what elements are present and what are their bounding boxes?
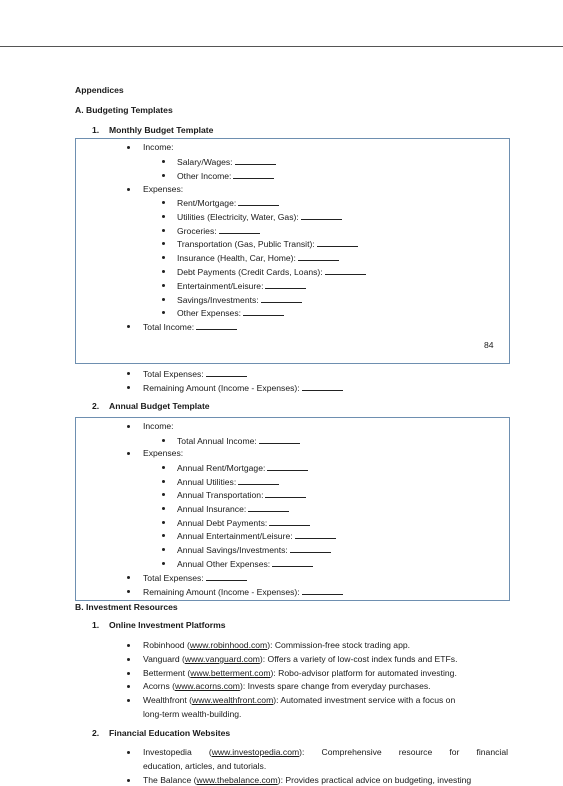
vanguard-link[interactable]: www.vanguard.com [184, 654, 260, 664]
section-b-title: B. Investment Resources [75, 602, 178, 612]
robinhood-link[interactable]: www.robinhood.com [189, 640, 268, 650]
list-item: Robinhood (www.robinhood.com): Commission-free stock trading app. [143, 640, 411, 650]
education-heading: 2. Financial Education Websites [92, 728, 231, 738]
list-item: Wealthfront (www.wealthfront.com): Automated investment service with a focus on [143, 695, 456, 705]
list-item: Acorns (www.acorns.com): Invests spare change from everyday purchases. [143, 681, 431, 691]
wealthfront-link[interactable]: www.wealthfront.com [192, 695, 274, 705]
list-item: The Balance (www.thebalance.com): Provides practical advice on budgeting, investing [143, 775, 472, 785]
header-rule [0, 46, 563, 47]
platforms-heading: 1. Online Investment Platforms [92, 620, 226, 630]
annual-budget-heading: 2. Annual Budget Template [92, 401, 210, 411]
other-income-blank [233, 170, 274, 179]
monthly-budget-box [75, 138, 510, 364]
monthly-budget-heading: 1. Monthly Budget Template [92, 125, 214, 135]
acorns-link[interactable]: www.acorns.com [175, 681, 240, 691]
list-item: Investopedia (www.investopedia.com): Comprehensive resource for financial [143, 747, 509, 757]
investopedia-link[interactable]: www.investopedia.com [211, 747, 300, 757]
salary-blank [235, 156, 276, 165]
list-item: Betterment (www.betterment.com): Robo-advisor platform for automated investing. [143, 668, 457, 678]
list-item: Vanguard (www.vanguard.com): Offers a variety of low-cost index funds and ETFs. [143, 654, 458, 664]
section-a-title: A. Budgeting Templates [75, 105, 173, 115]
appendices-title: Appendices [75, 85, 124, 95]
page-number: 84 [484, 340, 494, 350]
thebalance-link[interactable]: www.thebalance.com [196, 775, 278, 785]
betterment-link[interactable]: www.betterment.com [190, 668, 271, 678]
